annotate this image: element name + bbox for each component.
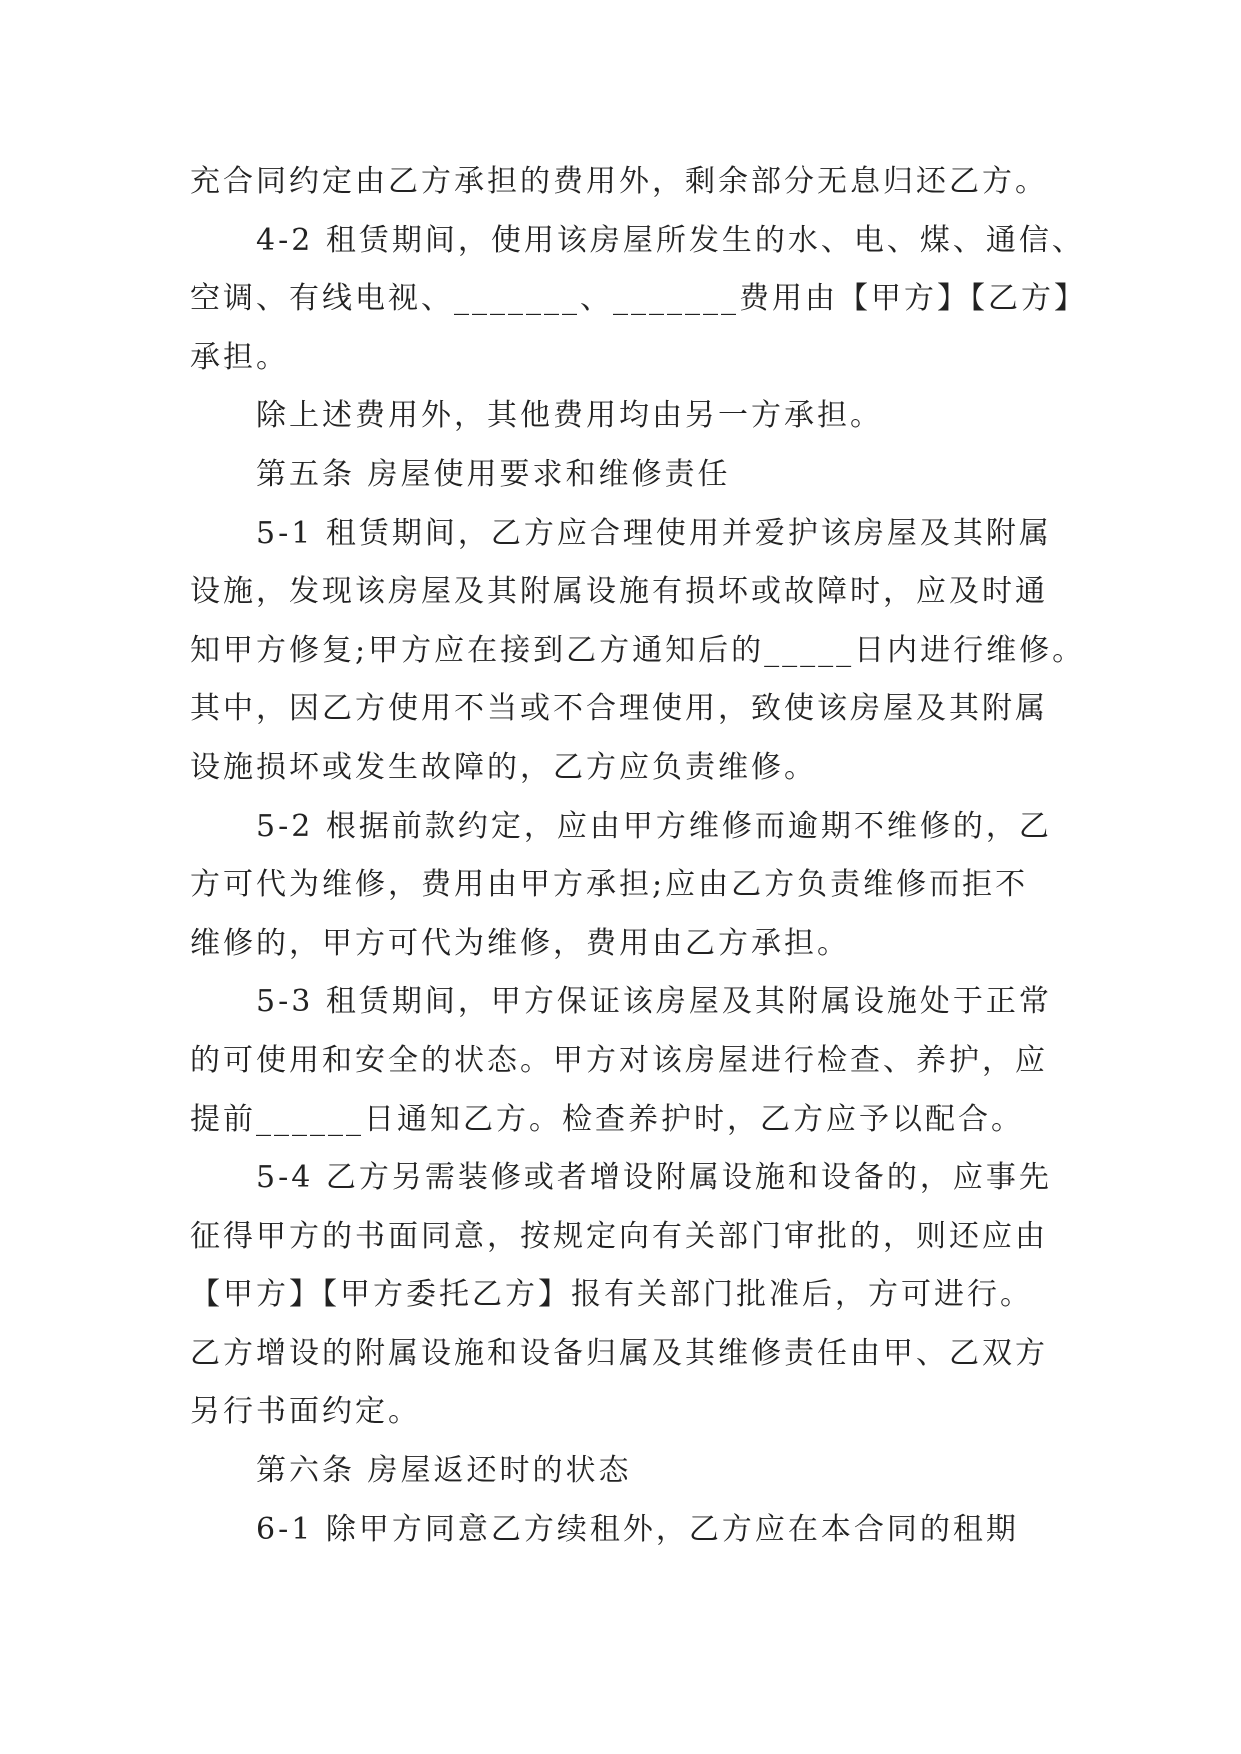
text-line: 空调、有线电视、_______、_______费用由【甲方】【乙方】 (190, 281, 1087, 317)
text-line: 另行书面约定。 (190, 1394, 421, 1430)
text-line: 知甲方修复;甲方应在接到乙方通知后的_____日内进行维修。 (190, 632, 1086, 668)
document-body (190, 153, 1087, 1559)
text-line: 方可代为维修，费用由甲方承担;应由乙方负责维修而拒不 (190, 867, 1029, 903)
section-heading: 第五条 房屋使用要求和维修责任 (256, 456, 731, 492)
section-heading: 第六条 房屋返还时的状态 (256, 1453, 632, 1489)
text-line: 提前______日通知乙方。检查养护时，乙方应予以配合。 (190, 1101, 1024, 1137)
text-line: 4-2 租赁期间，使用该房屋所发生的水、电、煤、通信、 (256, 222, 1085, 258)
text-line: 5-2 根据前款约定，应由甲方维修而逾期不维修的，乙 (256, 808, 1052, 844)
text-line: 承担。 (190, 339, 289, 375)
text-line: 设施，发现该房屋及其附属设施有损坏或故障时，应及时通 (190, 574, 1048, 610)
text-line: 6-1 除甲方同意乙方续租外，乙方应在本合同的租期 (256, 1511, 1019, 1547)
text-line: 5-3 租赁期间，甲方保证该房屋及其附属设施处于正常 (256, 984, 1052, 1020)
text-line: 征得甲方的书面同意，按规定向有关部门审批的，则还应由 (190, 1218, 1048, 1254)
text-line: 5-1 租赁期间，乙方应合理使用并爱护该房屋及其附属 (256, 515, 1052, 551)
text-line: 除上述费用外，其他费用均由另一方承担。 (256, 398, 883, 434)
text-line: 维修的，甲方可代为维修，费用由乙方承担。 (190, 925, 850, 961)
text-line: 设施损坏或发生故障的，乙方应负责维修。 (190, 749, 817, 785)
text-line: 乙方增设的附属设施和设备归属及其维修责任由甲、乙双方 (190, 1335, 1048, 1371)
text-line: 其中，因乙方使用不当或不合理使用，致使该房屋及其附属 (190, 691, 1048, 727)
text-line: 的可使用和安全的状态。甲方对该房屋进行检查、养护，应 (190, 1042, 1048, 1078)
text-line: 【甲方】【甲方委托乙方】报有关部门批准后，方可进行。 (190, 1277, 1033, 1313)
text-line: 5-4 乙方另需装修或者增设附属设施和设备的，应事先 (256, 1160, 1052, 1196)
text-line: 充合同约定由乙方承担的费用外，剩余部分无息归还乙方。 (190, 164, 1048, 199)
